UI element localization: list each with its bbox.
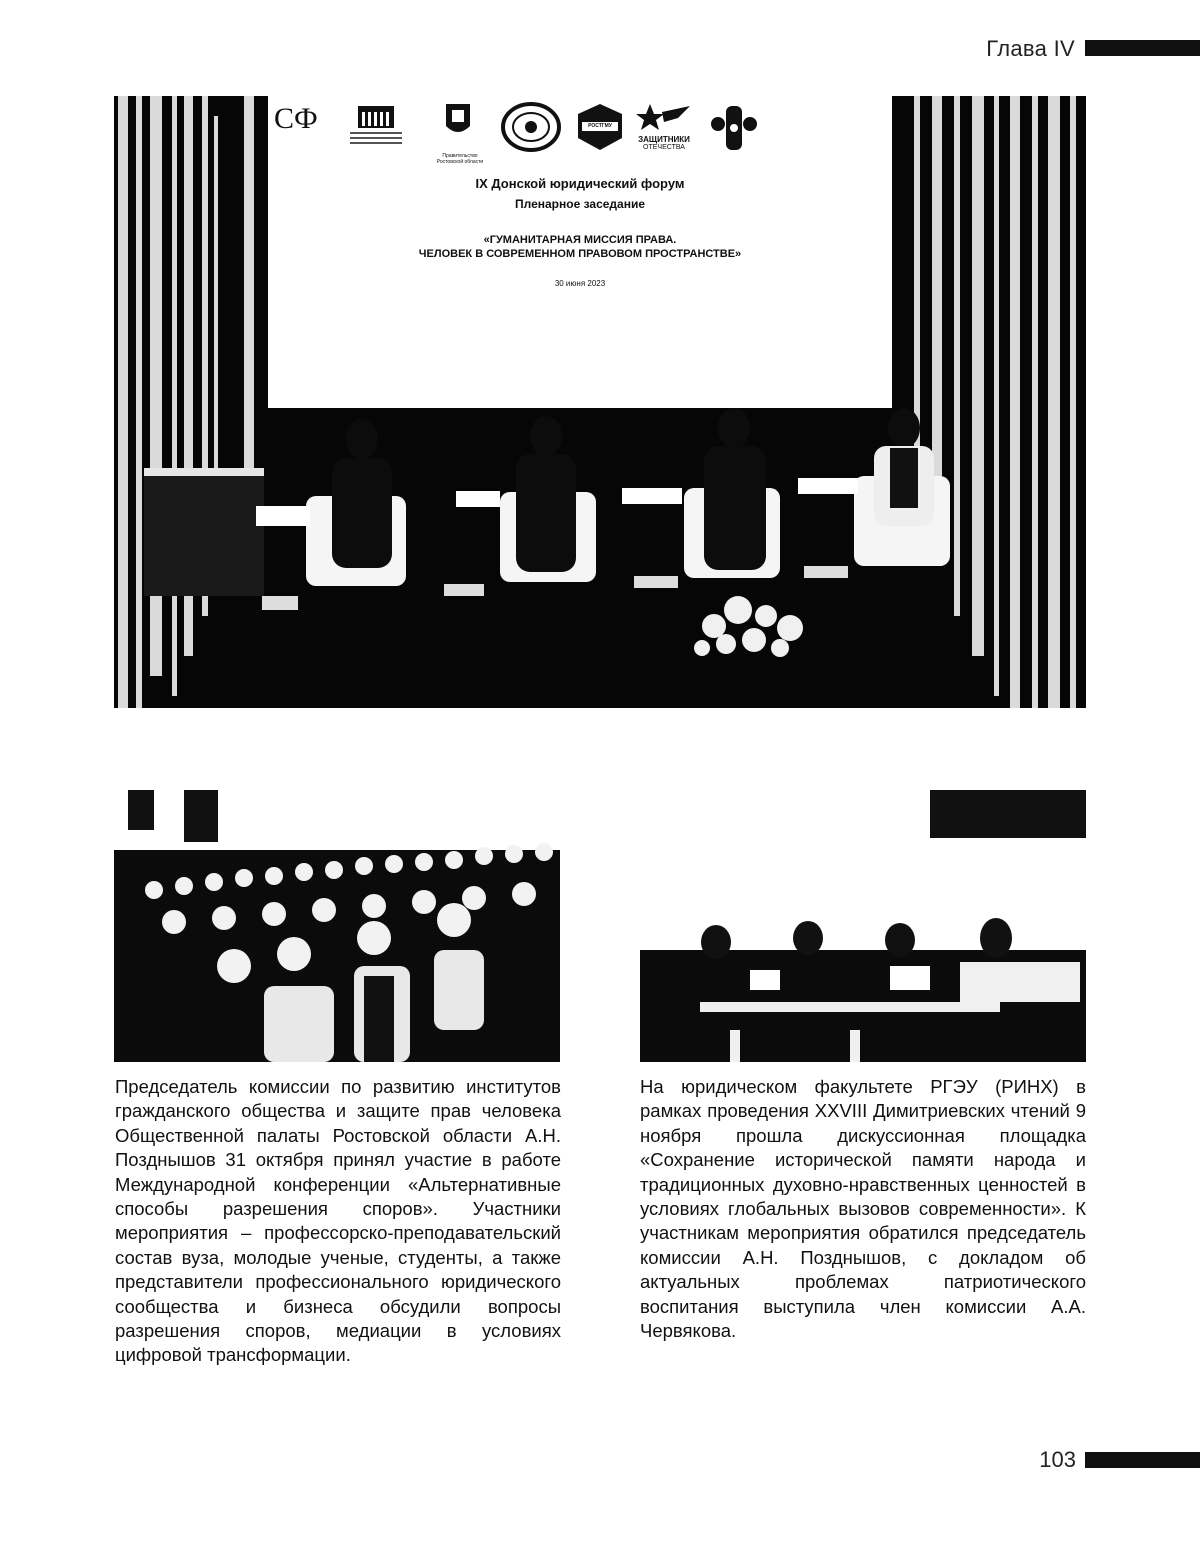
rostgmu-logo	[574, 102, 626, 157]
round-table-photo	[640, 790, 1086, 1062]
defenders-caption-line1: ЗАЩИТНИКИ	[638, 135, 690, 144]
page-number: 103	[1039, 1447, 1076, 1472]
caption-left: Председатель комиссии по развитию институтов гражданского общества и защите прав человека Общественной палаты Ростовской области А.Н. Позднышов 31 октября принял участие в работе Международной конференции «Альтернативные способы разрешения споров». Участники мероприятия – профессорско-преподавательский состав вуза, молодые ученые, студенты, а также представители профессионального юридического сообщества и бизнеса обсудили вопросы разрешения споров, медиации в условиях цифровой трансформации.	[115, 1076, 561, 1366]
sf-logo-text: СФ	[274, 102, 318, 135]
ornament-icon	[708, 102, 760, 154]
star-icon	[634, 102, 694, 130]
partner-logos	[268, 102, 892, 165]
parliament-building-icon	[348, 102, 404, 146]
forum-title: IX Донской юридический форум	[475, 176, 685, 191]
sf-logo	[274, 102, 318, 136]
seal-icon	[500, 102, 562, 152]
round-seal-logo	[500, 102, 562, 157]
session-theme-line1: «ГУМАНИТАРНАЯ МИССИЯ ПРАВА.	[483, 234, 677, 246]
projection-screen	[268, 96, 892, 408]
ornament-logo	[708, 102, 760, 159]
session-date: 30 июня 2023	[554, 279, 606, 288]
rostov-government-logo	[430, 102, 490, 165]
coat-of-arms-icon	[430, 102, 486, 146]
audience-scene	[114, 790, 560, 1062]
defenders-caption-line2: ОТЕЧЕСТВА	[643, 144, 685, 151]
session-title: Пленарное заседание	[514, 197, 646, 211]
parliament-logo	[348, 102, 404, 151]
caption-right: На юридическом факультете РГЭУ (РИНХ) в рамках проведения XXVIII Димитриевских чтений 9 ноября прошла дискуссионная площадка «Сохранение исторической памяти народа и традиционных духовно-нравственных ценностей в условиях глобальных вызовов современности». К участникам мероприятия обратился председатель комиссии А.Н. Позднышов, с докладом об актуальных проблемах патриотического воспитания выступила член комиссии А.А. Червякова.	[640, 1076, 1086, 1342]
rostov-government-caption: Правительство Ростовской области	[436, 153, 484, 165]
chapter-label: Глава IV	[986, 36, 1075, 61]
page-marker-bar	[1085, 1452, 1200, 1468]
defenders-logo	[634, 102, 694, 152]
round-table-scene	[640, 790, 1086, 1062]
session-theme-line2: ЧЕЛОВЕК В СОВРЕМЕННОМ ПРАВОВОМ ПРОСТРАНСТВЕ»	[418, 248, 742, 260]
forum-stage-photo	[114, 96, 1086, 708]
chapter-marker-bar	[1085, 40, 1200, 56]
conference-audience-photo	[114, 790, 560, 1062]
rostgmu-caption: РОСТГМУ	[588, 123, 612, 129]
